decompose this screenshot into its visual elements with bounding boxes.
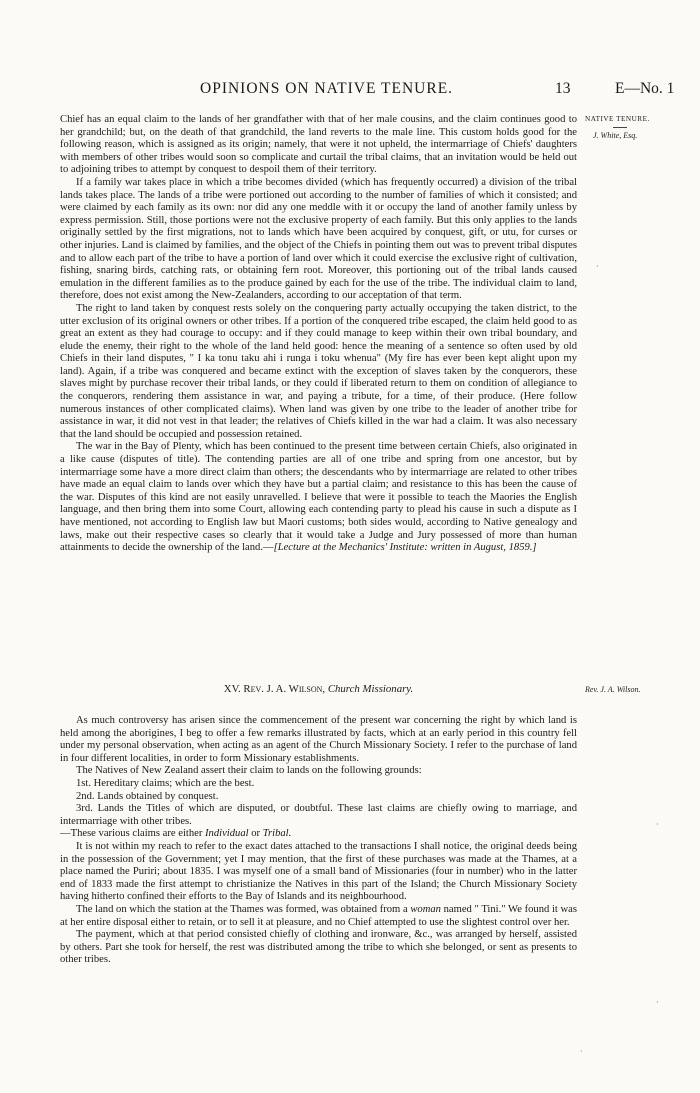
paragraph-text: The war in the Bay of Plenty, which has been continued to the present time between certain Chiefs, also originated in a like cause (disputes of title). The contending parties are all of one tribe and spring from one ancestor, but by intermarriage some have a more direct claim than others; the descendants who by intermarriage are related to other tribes have made an equal claim to lands over which they have but a partial claim; and resistance to this has been the cause of the war. Disputes of this kind are not easily unravelled. I believe that were it possible to teach the Maories the English language, and then bring them into some Court, allowing each contending party to plead his cause in such a dispute as I have mentioned, not according to English law but Maori customs; both sides would, according to Native genealogy and laws, make out their respective cases so clearly that it would take a Judge and Jury possessed of more than human attainments to decide the ownership of the land.— <box>60 441 577 554</box>
margin-author-white: J. White, Esq. <box>593 131 638 140</box>
section-author: Rev. J. A. Wilson, <box>243 683 326 695</box>
margin-note-native-tenure <box>585 114 695 141</box>
paragraph: Chief has an equal claim to the lands of her grandfather with that of her male cousins, and the claim continues good to her grandchild; but, on the death of that grandchild, the land reverts to the male line. This custom holds good for the following reason, which is assigned as its origin; namely, that were it not upheld, the intermarriage of Chiefs' daughters with members of other tribes would soon so complicate and curtail the tribal claims, that an invitation would be held out to adjoining tribes to attempt by conquest to despoil them of their territory. <box>60 114 577 176</box>
running-title: OPINIONS ON NATIVE TENURE. <box>200 80 454 97</box>
margin-rule <box>613 127 627 128</box>
paragraph-text: or <box>248 828 263 840</box>
paragraph: If a family war takes place in which a tribe becomes divided (which has frequently occurred) a division of the tribal lands takes place. The lands of a tribe were portioned out according to the number of families of which it consisted; and were claimed by each family as its own: nor did any one meddle with it or occupy the land of another family unless by express permission. Still, those portions were not the exclusive property of each family. But this only applies to the lands originally settled by the first migrations, not to lands which have been acquired by conquest, gift, or utu, for curses or other injuries. Land is claimed by families, and the object of the Chiefs in pointing them out was to prevent tribal disputes and to allow each part of the tribe to have a portion of land over which it could exercise the exclusive right of cultivation, fishing, snaring birds, catching rats, or obtaining fern root. Moreover, this portioning out of the tribal lands caused emulation in the different families as to the produce gained by each for the use of the tribe. The individual claim to land, therefore, does not exist among the New-Zealanders, according to our acceptation of that term. <box>60 176 577 302</box>
paragraph: The payment, which at that period consisted chiefly of clothing and ironware, &c., was arranged by herself, assisted by others. Part she took for herself, the rest was distributed among the tribe to which she belonged, or sent as presents to other tribes. <box>60 929 577 966</box>
list-item: 2nd. Lands obtained by conquest. <box>76 790 219 802</box>
paragraph-text: The land on which the station at the Thames was formed, was obtained from a <box>76 903 411 915</box>
paragraph: The right to land taken by conquest rests solely on the conquering party actually occupying the taken district, to the utter exclusion of its original owners or other tribes. If a portion of the conquered tribe escaped, the claim held good to as great an extent as they had courage to occupy: and if they could manage to keep within their own tribal boundary, and elude the enemy, their right to the whole of the land held good: hence the meaning of a sentence so often used by old Chiefs in their land disputes, " I ka tonu taku ahi i runga i toku whenua" (My fire has ever been kept alight upon my land). Again, if a tribe was conquered and became extinct with the exception of slaves taken by the conquerors, these slaves might by purchase recover their tribal lands, or they could if liberated return to them on condition of allegiance to the conquerors, rendering them assistance in war, and paying a tribute, for a time, of their produce. (Here follow numerous instances of other complicated claims). When land was given by one tribe to the leader of another tribe for assistance in war, it did not vest in that leader; the relatives of Chiefs killed in the war had a claim. It was also necessary that the land should be occupied and possession retained. <box>60 302 577 440</box>
section-white-text <box>60 114 577 555</box>
section-number: XV. <box>223 683 241 695</box>
citation: [Lecture at the Mechanics' Institute: written in August, 1859.] <box>273 542 537 554</box>
list-item: 3rd. Lands the Titles of which are disputed, or doubtful. These last claims are chiefly owing to marriage, and intermarriage with other tribes. <box>60 803 577 827</box>
page-number: 13 <box>555 80 571 97</box>
scan-speck: · <box>580 1047 583 1056</box>
margin-author-wilson: Rev. J. A. Wilson. <box>585 685 641 694</box>
emphasis: Tribal. <box>262 828 292 840</box>
paragraph <box>60 904 577 929</box>
scan-speck: · <box>656 998 659 1007</box>
paragraph-text: —These various claims are either <box>60 828 206 840</box>
scan-speck: · <box>596 262 599 271</box>
section-wilson-text <box>60 715 577 967</box>
paragraph-text: named " Tini." We found it was at her entire disposal either to retain, or to sell it at pleasure, and no Chief attempted to use the slightest control over her. <box>60 903 577 928</box>
section-role: Church Missionary. <box>327 683 414 695</box>
paragraph: It is not within my reach to refer to the exact dates attached to the transactions I shall notice, the original deeds being in the possession of the Government; yet I may mention, that the first of these purchases was made at the Thames, at a place named the Puriri; about 1835. I was myself one of a small band of Missionaries (four in number) who in the latter end of 1833 made the first attempt to christianize the Natives in this part of the Island; the Church Missionary Society having hitherto confined their efforts to the Bay of Islands and its neighbourhood. <box>60 840 577 903</box>
paragraph <box>60 441 577 554</box>
list-item: 1st. Hereditary claims; which are the best. <box>76 777 255 789</box>
document-reference: E—No. 1 <box>615 80 675 97</box>
scan-speck: · <box>656 820 659 829</box>
emphasis: woman <box>410 903 441 915</box>
margin-heading: NATIVE TENURE. <box>585 115 650 123</box>
section-heading-wilson <box>60 683 577 695</box>
page-header <box>0 80 700 104</box>
paragraph <box>60 828 577 841</box>
emphasis: Individual <box>205 828 249 840</box>
paragraph: As much controversy has arisen since the commencement of the present war concerning the right by which land is held among the aborigines, I beg to offer a few remarks illustrated by facts, which at an early period in this country fell under my personal observation, when acting as an agent of the Church Missionary Society. I refer to the purchase of land in four different localities, in order to form Missionary establishments. <box>60 715 577 764</box>
paragraph: The Natives of New Zealand assert their claim to lands on the following grounds: <box>76 765 422 777</box>
